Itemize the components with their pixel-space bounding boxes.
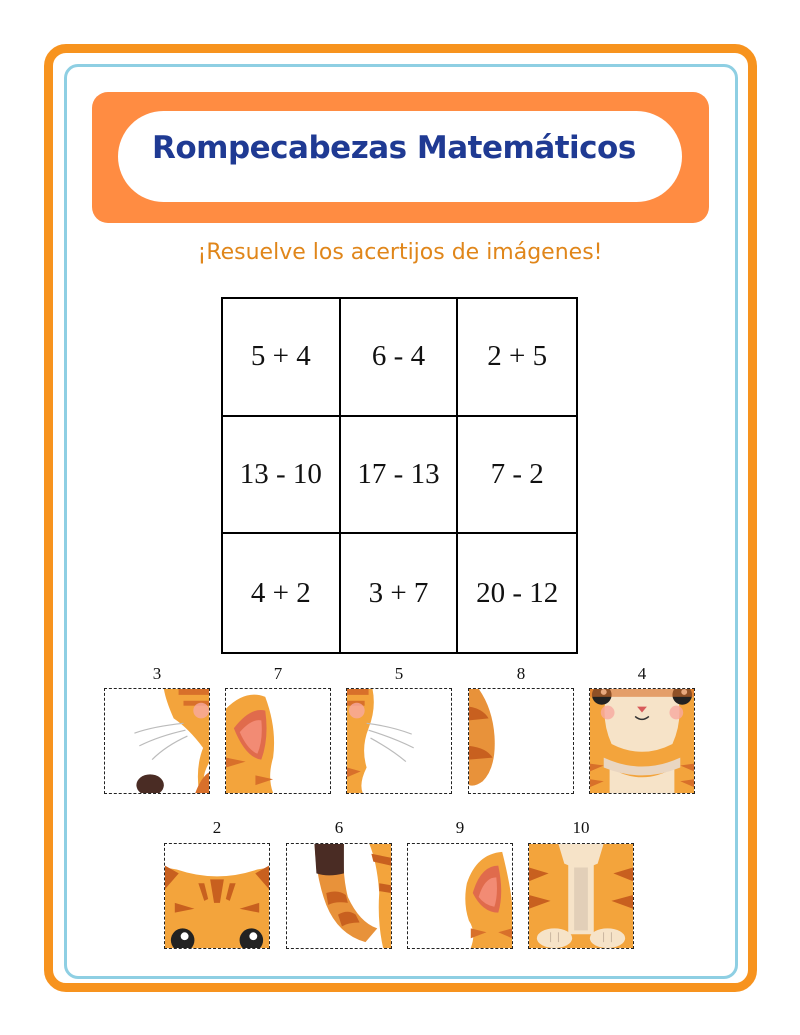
puzzle-piece[interactable]: [528, 843, 634, 949]
puzzle-piece[interactable]: [104, 688, 210, 794]
cat-body-image: [529, 844, 633, 948]
cat-tail-image: [287, 844, 391, 948]
cat-tail-image: [469, 689, 573, 793]
grid-cell[interactable]: 2 + 5: [458, 299, 576, 417]
piece-number: 4: [637, 664, 647, 683]
puzzle-grid: [221, 297, 578, 654]
piece-number: 9: [455, 818, 465, 837]
puzzle-piece[interactable]: [468, 688, 574, 794]
grid-cell[interactable]: 20 - 12: [476, 576, 559, 609]
grid-cell[interactable]: 17 - 13: [341, 417, 459, 535]
page-subtitle: ¡Resuelve los acertijos de imágenes!: [197, 240, 603, 265]
piece-number: 8: [516, 664, 526, 683]
piece-number: 7: [273, 664, 283, 683]
grid-cell[interactable]: 13 - 10: [223, 417, 341, 535]
piece-number: 10: [572, 818, 590, 837]
piece-number: 5: [394, 664, 404, 683]
puzzle-piece[interactable]: [164, 843, 270, 949]
puzzle-piece[interactable]: [225, 688, 331, 794]
grid-cell[interactable]: 5 + 4: [223, 299, 341, 417]
puzzle-piece[interactable]: [286, 843, 392, 949]
cat-cheek-whiskers-image: [105, 689, 209, 793]
piece-number: 3: [152, 664, 162, 683]
grid-cell[interactable]: 3 + 7: [341, 534, 459, 652]
page-title: Rompecabezas Matemáticos: [152, 130, 636, 166]
puzzle-piece[interactable]: [407, 843, 513, 949]
cat-ear-image: [226, 689, 330, 793]
grid-cell[interactable]: 7 - 2: [458, 417, 576, 535]
grid-cell[interactable]: 6 - 4: [341, 299, 459, 417]
puzzle-piece[interactable]: [589, 688, 695, 794]
piece-number: 2: [212, 818, 222, 837]
cat-forehead-image: [165, 844, 269, 948]
cat-face-image: [590, 689, 694, 793]
cat-cheek-whiskers-image: [347, 689, 451, 793]
cat-ear-image: [408, 844, 512, 948]
piece-number: 6: [334, 818, 344, 837]
puzzle-piece[interactable]: [346, 688, 452, 794]
grid-cell[interactable]: 4 + 2: [223, 534, 341, 652]
